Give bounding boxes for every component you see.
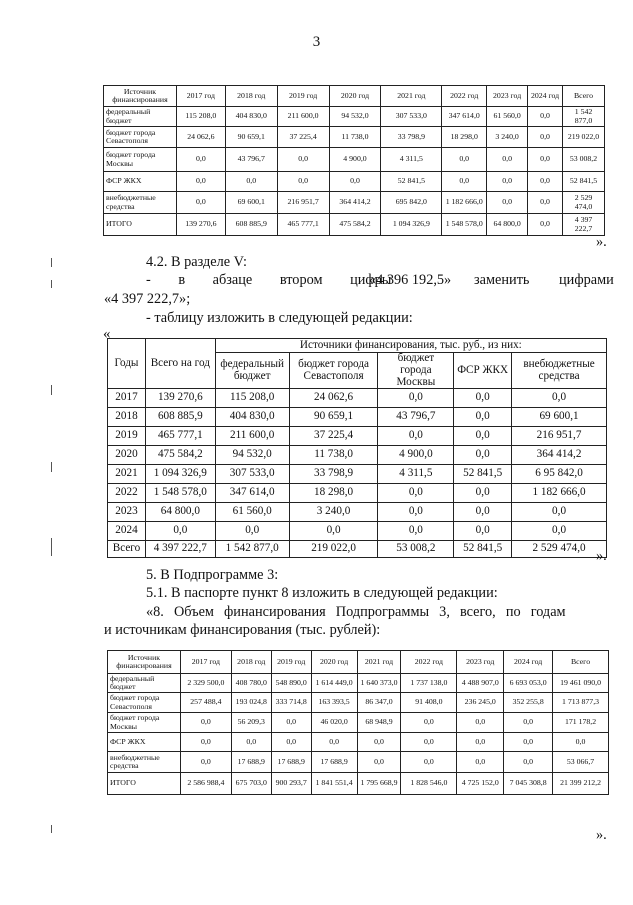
header-year: 2019 год	[271, 651, 311, 674]
cell-value: 4 488 907,0	[457, 674, 504, 693]
header-sources: Источники финансирования, тыс. руб., из них:	[215, 339, 606, 353]
table-row	[108, 733, 609, 752]
cell-value: 4 311,5	[381, 148, 442, 172]
cell-value: 1 614 449,0	[311, 674, 357, 693]
cell-total: 465 777,1	[145, 427, 215, 446]
header-year: 2021 год	[357, 651, 401, 674]
cell-value: 37 225,4	[277, 127, 329, 148]
header-source: Источник финансирования	[108, 651, 181, 674]
header-year: 2019 год	[277, 86, 329, 107]
header-year: 2022 год	[401, 651, 457, 674]
cell-value: 7 045 308,8	[504, 773, 553, 795]
cell-value: 1 828 546,0	[401, 773, 457, 795]
paragraph-5-1: 5.1. В паспорте пункт 8 изложить в следующей редакции:	[146, 585, 498, 601]
cell-value: 0,0	[487, 148, 528, 172]
cell-total: 19 461 090,0	[553, 674, 609, 693]
cell-value: 900 293,7	[271, 773, 311, 795]
cell-value: 43 796,7	[225, 148, 277, 172]
cell-value: 6 95 842,0	[512, 465, 607, 484]
cell-total: 0,0	[553, 733, 609, 752]
cell-value: 37 225,4	[289, 427, 378, 446]
cell-value: 548 890,0	[271, 674, 311, 693]
cell-value: 404 830,0	[215, 408, 289, 427]
cell-value: 0,0	[277, 148, 329, 172]
page-number: 3	[312, 34, 321, 50]
cell-value: 0,0	[180, 733, 231, 752]
cell-value: 3 240,0	[289, 503, 378, 522]
table-row	[108, 522, 607, 541]
cell-value: 0,0	[176, 148, 225, 172]
paragraph-8-line2: и источникам финансирования (тыс. рублей):	[104, 622, 381, 638]
financing-table-3	[107, 650, 609, 795]
row-label: федеральный бюджет	[104, 107, 177, 127]
cell-value: 17 688,9	[231, 752, 271, 773]
header-col: бюджет города Москвы	[378, 353, 454, 389]
opening-quote: «	[103, 326, 111, 342]
cell-value: 90 659,1	[289, 408, 378, 427]
closing-quote-2: ».	[596, 548, 607, 564]
header-total: Всего на год	[145, 339, 215, 389]
cell-value: 4 725 152,0	[457, 773, 504, 795]
cell-value: 0,0	[357, 752, 401, 773]
cell-value: 4 900,0	[329, 148, 381, 172]
cell-value: 1 094 326,9	[381, 214, 442, 236]
row-year: 2020	[108, 446, 146, 465]
cell-value: 0,0	[528, 214, 563, 236]
cell-value: 91 408,0	[401, 693, 457, 713]
cell-total: 64 800,0	[145, 503, 215, 522]
cell-value: 6 693 053,0	[504, 674, 553, 693]
cell-value: 11 738,0	[289, 446, 378, 465]
cell-value: 0,0	[378, 503, 454, 522]
closing-quote-1: ».	[596, 234, 607, 250]
cell-value: 0,0	[271, 733, 311, 752]
cell-total: 2 529 474,0	[563, 192, 605, 214]
cell-value: 1 795 668,9	[357, 773, 401, 795]
table-row	[104, 214, 605, 236]
table-row	[108, 713, 609, 733]
cell-value: 11 738,0	[329, 127, 381, 148]
cell-total: 1 548 578,0	[145, 484, 215, 503]
cell-value: 1 548 578,0	[442, 214, 487, 236]
section-heading: 4.2. В разделе V:	[146, 254, 247, 270]
table-row	[108, 484, 607, 503]
header-year: 2024 год	[504, 651, 553, 674]
cell-value: 0,0	[176, 172, 225, 192]
cell-value: 0,0	[271, 713, 311, 733]
cell-value: 24 062,6	[176, 127, 225, 148]
row-label: ФСР ЖКХ	[108, 733, 181, 752]
cell-value: 115 208,0	[215, 389, 289, 408]
table-row	[104, 107, 605, 127]
header-year: 2022 год	[442, 86, 487, 107]
row-label: ИТОГО	[104, 214, 177, 236]
cell-value: 216 951,7	[512, 427, 607, 446]
cell-value: 53 008,2	[378, 541, 454, 558]
cell-value: 1 737 138,0	[401, 674, 457, 693]
item2: - таблицу изложить в следующей редакции:	[146, 310, 413, 326]
cell-total: 139 270,6	[145, 389, 215, 408]
cell-value: 0,0	[487, 192, 528, 214]
cell-value: 0,0	[504, 752, 553, 773]
header-year: 2020 год	[311, 651, 357, 674]
cell-value: 0,0	[401, 733, 457, 752]
cell-total: 4 397 222,7	[145, 541, 215, 558]
cell-value: 0,0	[176, 192, 225, 214]
margin-mark	[51, 258, 52, 267]
cell-value: 352 255,8	[504, 693, 553, 713]
row-year: Всего	[108, 541, 146, 558]
cell-value: 0,0	[457, 752, 504, 773]
cell-value: 139 270,6	[176, 214, 225, 236]
row-label: федеральный бюджет	[108, 674, 181, 693]
cell-total: 4 397 222,7	[563, 214, 605, 236]
cell-value: 52 841,5	[381, 172, 442, 192]
financing-table-1	[103, 85, 605, 236]
cell-value: 695 842,0	[381, 192, 442, 214]
cell-value: 0,0	[528, 192, 563, 214]
cell-value: 216 951,7	[277, 192, 329, 214]
cell-value: 408 780,0	[231, 674, 271, 693]
cell-value: 0,0	[311, 733, 357, 752]
cell-value: 364 414,2	[329, 192, 381, 214]
cell-value: 94 532,0	[215, 446, 289, 465]
table-row	[104, 148, 605, 172]
cell-value: 94 532,0	[329, 107, 381, 127]
cell-value: 0,0	[289, 522, 378, 541]
table-row	[108, 408, 607, 427]
cell-value: 24 062,6	[289, 389, 378, 408]
cell-value: 33 798,9	[381, 127, 442, 148]
cell-value: 347 614,0	[215, 484, 289, 503]
item1-new-value: «4 397 222,7»;	[104, 291, 191, 307]
cell-value: 1 182 666,0	[442, 192, 487, 214]
cell-value: 475 584,2	[329, 214, 381, 236]
header-year: 2024 год	[528, 86, 563, 107]
cell-value: 68 948,9	[357, 713, 401, 733]
cell-value: 18 298,0	[289, 484, 378, 503]
cell-value: 33 798,9	[289, 465, 378, 484]
header-year: 2018 год	[225, 86, 277, 107]
cell-value: 17 688,9	[271, 752, 311, 773]
cell-value: 46 020,0	[311, 713, 357, 733]
cell-value: 0,0	[215, 522, 289, 541]
margin-mark	[51, 825, 52, 833]
cell-value: 0,0	[329, 172, 381, 192]
cell-value: 0,0	[454, 427, 512, 446]
table-row	[108, 541, 607, 558]
row-label: внебюджетные средства	[104, 192, 177, 214]
cell-value: 1 841 551,4	[311, 773, 357, 795]
cell-value: 18 298,0	[442, 127, 487, 148]
header-year: 2018 год	[231, 651, 271, 674]
row-year: 2021	[108, 465, 146, 484]
cell-value: 17 688,9	[311, 752, 357, 773]
cell-value: 0,0	[512, 522, 607, 541]
row-label: бюджет города Севастополя	[108, 693, 181, 713]
cell-value: 0,0	[457, 713, 504, 733]
header-year: 2021 год	[381, 86, 442, 107]
table-header-row	[108, 651, 609, 674]
cell-value: 236 245,0	[457, 693, 504, 713]
cell-value: 1 542 877,0	[215, 541, 289, 558]
table-row	[108, 773, 609, 795]
cell-value: 4 900,0	[378, 446, 454, 465]
margin-mark	[51, 385, 52, 395]
margin-mark	[51, 462, 52, 472]
cell-value: 0,0	[487, 172, 528, 192]
row-year: 2024	[108, 522, 146, 541]
cell-value: 52 841,5	[454, 541, 512, 558]
header-year: 2023 год	[457, 651, 504, 674]
cell-value: 90 659,1	[225, 127, 277, 148]
cell-value: 0,0	[277, 172, 329, 192]
cell-value: 115 208,0	[176, 107, 225, 127]
margin-mark	[51, 280, 52, 288]
cell-value: 0,0	[378, 484, 454, 503]
cell-value: 86 347,0	[357, 693, 401, 713]
cell-value: 333 714,8	[271, 693, 311, 713]
cell-value: 0,0	[457, 733, 504, 752]
cell-value: 307 533,0	[215, 465, 289, 484]
cell-value: 0,0	[231, 733, 271, 752]
cell-value: 0,0	[528, 172, 563, 192]
closing-quote-3: ».	[596, 827, 607, 843]
row-year: 2023	[108, 503, 146, 522]
cell-value: 52 841,5	[454, 465, 512, 484]
margin-mark	[51, 538, 52, 556]
cell-value: 257 488,4	[180, 693, 231, 713]
header-col: бюджет города Севастополя	[289, 353, 378, 389]
header-col: федеральный бюджет	[215, 353, 289, 389]
cell-value: 0,0	[512, 389, 607, 408]
cell-value: 0,0	[528, 107, 563, 127]
table-row	[104, 172, 605, 192]
cell-total: 475 584,2	[145, 446, 215, 465]
cell-value: 675 703,0	[231, 773, 271, 795]
cell-value: 347 614,0	[442, 107, 487, 127]
row-year: 2018	[108, 408, 146, 427]
paragraph-8-line1: «8. Объем финансирования Подпрограммы 3, всего, по годам	[146, 604, 566, 620]
table-row	[104, 127, 605, 148]
cell-value: 0,0	[454, 446, 512, 465]
cell-total: 1 542 877,0	[563, 107, 605, 127]
table-row	[108, 446, 607, 465]
cell-total: 53 008,2	[563, 148, 605, 172]
table-row	[108, 465, 607, 484]
cell-value: 0,0	[528, 148, 563, 172]
cell-value: 0,0	[442, 172, 487, 192]
cell-value: 0,0	[442, 148, 487, 172]
cell-value: 0,0	[378, 522, 454, 541]
cell-total: 1 713 877,3	[553, 693, 609, 713]
cell-value: 64 800,0	[487, 214, 528, 236]
cell-value: 465 777,1	[277, 214, 329, 236]
cell-total: 21 399 212,2	[553, 773, 609, 795]
header-source: Источник финансирования	[104, 86, 177, 107]
cell-value: 0,0	[504, 713, 553, 733]
header-total: Всего	[563, 86, 605, 107]
cell-value: 2 586 988,4	[180, 773, 231, 795]
item1-old-value: «4 396 192,5»	[369, 272, 452, 288]
cell-value: 193 024,8	[231, 693, 271, 713]
cell-total: 53 066,7	[553, 752, 609, 773]
cell-total: 219 022,0	[563, 127, 605, 148]
cell-value: 307 533,0	[381, 107, 442, 127]
cell-value: 3 240,0	[487, 127, 528, 148]
cell-value: 608 885,9	[225, 214, 277, 236]
header-year: 2017 год	[176, 86, 225, 107]
cell-value: 0,0	[454, 503, 512, 522]
cell-value: 211 600,0	[277, 107, 329, 127]
table-row	[108, 752, 609, 773]
cell-value: 211 600,0	[215, 427, 289, 446]
header-year: 2023 год	[487, 86, 528, 107]
table-header-row	[108, 339, 607, 353]
table-row	[108, 693, 609, 713]
cell-value: 0,0	[454, 389, 512, 408]
cell-value: 0,0	[454, 484, 512, 503]
row-label: бюджет города Москвы	[104, 148, 177, 172]
cell-value: 0,0	[180, 713, 231, 733]
row-year: 2022	[108, 484, 146, 503]
cell-value: 0,0	[401, 713, 457, 733]
table-row	[108, 427, 607, 446]
table-row	[108, 503, 607, 522]
cell-total: 171 178,2	[553, 713, 609, 733]
cell-total: 608 885,9	[145, 408, 215, 427]
item1-verb: заменить цифрами	[474, 272, 614, 288]
cell-value: 0,0	[401, 752, 457, 773]
row-label: ФСР ЖКХ	[104, 172, 177, 192]
cell-value: 0,0	[225, 172, 277, 192]
cell-value: 0,0	[454, 522, 512, 541]
cell-value: 2 529 474,0	[512, 541, 607, 558]
cell-value: 0,0	[378, 389, 454, 408]
cell-value: 69 600,1	[512, 408, 607, 427]
cell-value: 61 560,0	[215, 503, 289, 522]
cell-value: 404 830,0	[225, 107, 277, 127]
cell-value: 0,0	[528, 127, 563, 148]
row-year: 2019	[108, 427, 146, 446]
financing-table-2	[107, 338, 607, 558]
header-col: ФСР ЖКХ	[454, 353, 512, 389]
table-header-row	[104, 86, 605, 107]
cell-value: 2 329 500,0	[180, 674, 231, 693]
item1-prefix: - в абзаце втором цифры	[146, 272, 392, 288]
cell-value: 219 022,0	[289, 541, 378, 558]
cell-value: 56 209,3	[231, 713, 271, 733]
cell-value: 0,0	[454, 408, 512, 427]
cell-total: 0,0	[145, 522, 215, 541]
cell-value: 163 393,5	[311, 693, 357, 713]
header-total: Всего	[553, 651, 609, 674]
table-row	[104, 192, 605, 214]
cell-value: 0,0	[180, 752, 231, 773]
row-label: ИТОГО	[108, 773, 181, 795]
cell-total: 1 094 326,9	[145, 465, 215, 484]
cell-value: 69 600,1	[225, 192, 277, 214]
table-row	[108, 674, 609, 693]
cell-value: 0,0	[357, 733, 401, 752]
cell-value: 61 560,0	[487, 107, 528, 127]
header-col: внебюджетные средства	[512, 353, 607, 389]
paragraph-5: 5. В Подпрограмме 3:	[146, 567, 279, 583]
row-label: бюджет города Севастополя	[104, 127, 177, 148]
row-label: внебюджетные средства	[108, 752, 181, 773]
header-years: Годы	[108, 339, 146, 389]
row-year: 2017	[108, 389, 146, 408]
cell-value: 1 640 373,0	[357, 674, 401, 693]
cell-value: 364 414,2	[512, 446, 607, 465]
cell-value: 0,0	[378, 427, 454, 446]
cell-value: 43 796,7	[378, 408, 454, 427]
cell-total: 52 841,5	[563, 172, 605, 192]
cell-value: 0,0	[504, 733, 553, 752]
header-year: 2020 год	[329, 86, 381, 107]
cell-value: 0,0	[512, 503, 607, 522]
table-row	[108, 389, 607, 408]
cell-value: 4 311,5	[378, 465, 454, 484]
cell-value: 1 182 666,0	[512, 484, 607, 503]
header-year: 2017 год	[180, 651, 231, 674]
row-label: бюджет города Москвы	[108, 713, 181, 733]
